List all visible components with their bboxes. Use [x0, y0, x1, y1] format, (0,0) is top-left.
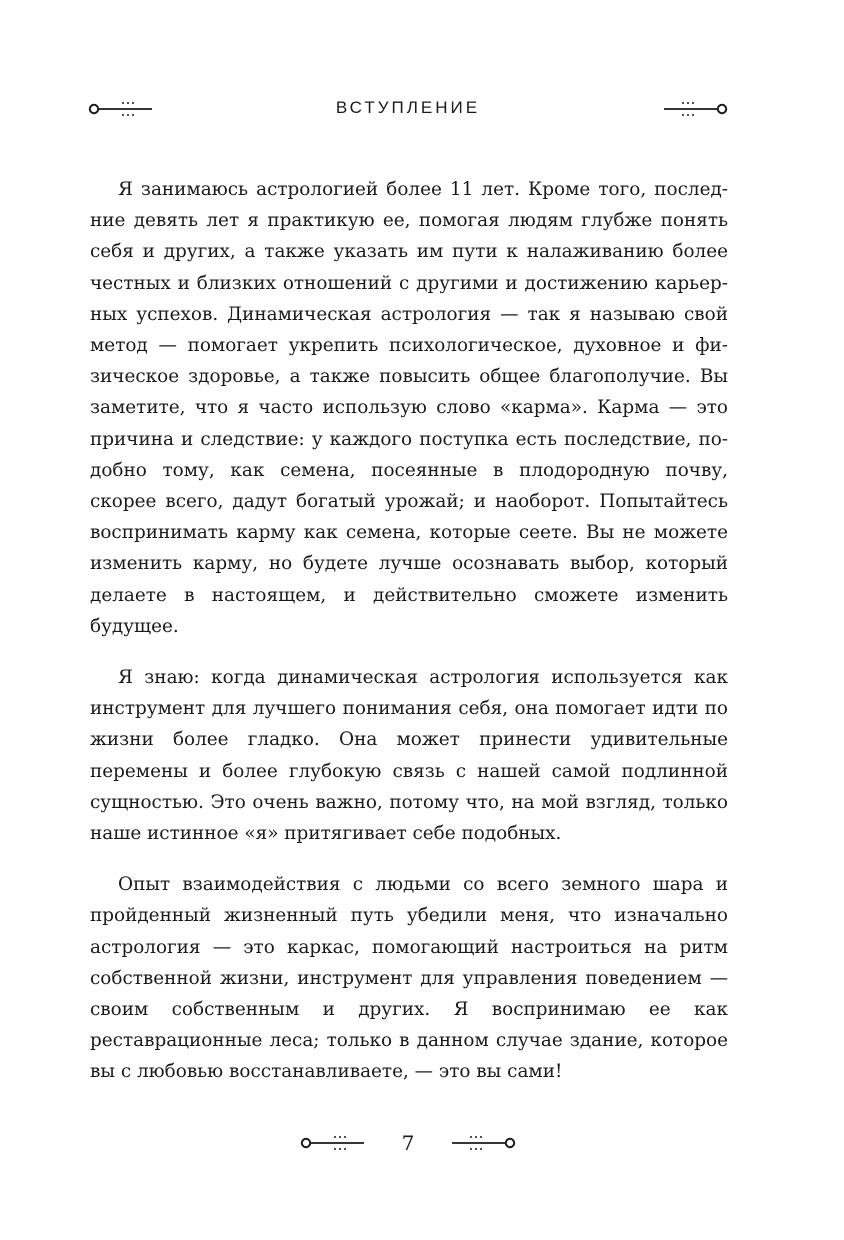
ornament-right-icon [662, 100, 728, 118]
page-number: 7 [401, 1131, 415, 1155]
footer-ornament-right-icon [450, 1134, 516, 1152]
page-footer [300, 1130, 516, 1156]
body-text [90, 174, 728, 1108]
paragraph-3: Опыт взаимодействия с людьми со всего земного шара и пройденный жизненный путь убедили меня, что изначально астрология — это каркас, помогающий настроиться на ритм собственной жизни, инструмент для управления поведением — своим собственным и других. Я воспринимаю ее как реставрационные леса; только в данном случае здание, которое вы с любовью восстанавливаете, — это вы сами! [90, 874, 728, 1083]
paragraph-1: Я занимаюсь астрологией более 11 лет. Кроме того, последние девять лет я практикую ее, помогая людям глубже понять себя и других, а также указать им пути к налаживанию более честных и близких отношений с другими и достижению карьерных успехов. Динамическая астрология — так я называю свой метод — помогает укрепить психологическое, духовное и физическое здоровье, а также повысить общее благополучие. Вы заметите, что я часто использую слово «карма». Карма — это причина и следствие: у каждого поступка есть последствие, подобно тому, как семена, посеянные в плодородную почву, скорее всего, дадут богатый урожай; и наоборот. Попытайтесь воспринимать карму как семена, которые сеете. Вы не можете изменить карму, но будете лучше осознавать выбор, который делаете в настоящем, и действительно сможете изменить будущее. [90, 179, 728, 637]
running-header [88, 94, 728, 124]
chapter-title: ВСТУПЛЕНИЕ [335, 98, 481, 117]
paragraph-2: Я знаю: когда динамическая астрология используется как инструмент для лучшего понимания себя, она помогает идти по жизни более гладко. Она может принести удивительные перемены и более глубокую связь с нашей самой подлинной сущностью. Это очень важно, потому что, на мой взгляд, только наше истинное «я» притягивает себе подобных. [90, 667, 728, 845]
